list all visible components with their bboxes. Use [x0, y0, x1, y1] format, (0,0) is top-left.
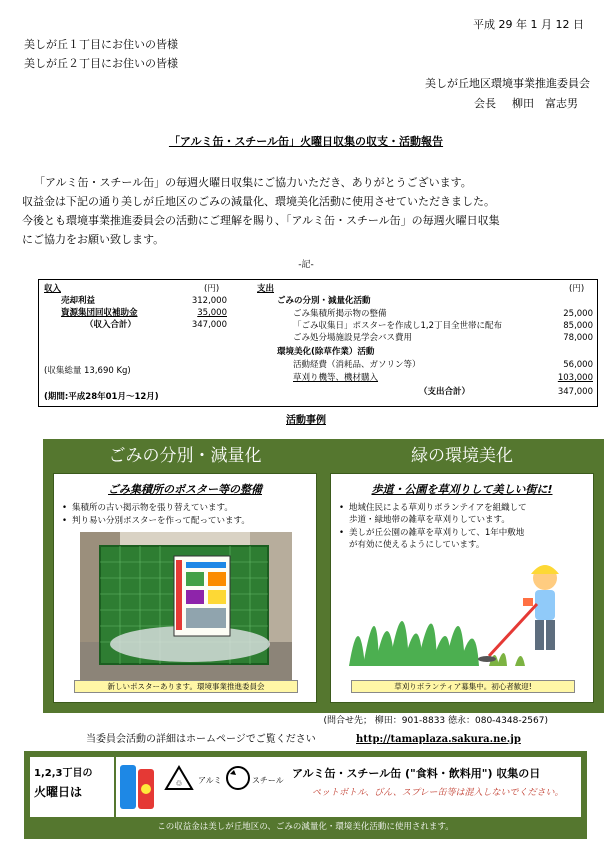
homepage-text: 当委員会活動の詳細はホームページでご覧ください — [86, 734, 316, 745]
body-line-3: 今後とも環境事業推進委員会の活動にご理解を賜り、「アルミ缶・スチール缶」の毎週火曜日収集 — [22, 214, 500, 227]
expense-item-value: 56,000 — [563, 360, 593, 370]
income-item-label: 売却利益 — [61, 296, 96, 306]
body-line-1: 「アルミ缶・スチール缶」の毎週火曜日収集にご協力いただき、ありがとうございます。 — [34, 176, 472, 189]
expense-total-label: （支出合計） — [419, 387, 471, 397]
sender-name: 柳田 富志男 — [512, 97, 578, 110]
ki-mark: -記- — [298, 260, 314, 270]
body-line-4: にご協力をお願い致します。 — [22, 233, 165, 246]
collection-cage-photo — [80, 532, 292, 680]
expense-item-label: ごみ処分場施設見学会バス費用 — [293, 333, 413, 343]
income-item-label: 資源集団回収補助金 — [61, 308, 138, 318]
expense-header: 支出 — [257, 284, 275, 294]
expense-item-value: 103,000 — [557, 373, 593, 383]
recipient-2: 美しが丘２丁目にお住いの皆様 — [24, 57, 178, 70]
banner-day-line2: 火曜日は — [34, 785, 83, 799]
body-line-2: 収益金は下記の通り美しが丘地区のごみの減量化、環境美化活動に使用させていただきました。 — [22, 195, 495, 208]
expense-item-value: 25,000 — [563, 309, 593, 319]
panel-title: 緑の環境美化 — [411, 446, 513, 466]
income-unit: (円) — [204, 284, 220, 294]
panel-content — [53, 473, 317, 703]
panel-heading: ごみ集積所のポスター等の整備 — [108, 483, 262, 496]
collection-day-banner — [24, 751, 587, 839]
panel-waste-reduction — [43, 439, 327, 713]
expense-item-value: 78,000 — [563, 333, 593, 343]
contact-info: (問合せ先； 柳田：901-8833 徳永：080-4348-2567) — [323, 716, 548, 726]
bullet-item: • 集積所の古い掲示物を張り替えています。 — [62, 503, 233, 513]
panel-title: ごみの分別・減量化 — [108, 446, 262, 466]
banner-subline: ペットボトル、びん、スプレー缶等は混入しないでください。 — [312, 788, 564, 798]
homepage-link[interactable]: http://tamaplaza.sakura.ne.jp — [356, 734, 521, 745]
panel-green-beautification — [320, 439, 604, 713]
activity-title: 活動事例 — [286, 415, 326, 426]
expense-item-label: 草刈り機等、機材購入 — [293, 373, 379, 383]
income-total-label: （収入合計） — [85, 320, 137, 330]
income-total-value: 347,000 — [191, 320, 227, 330]
expense-item-label: 活動経費（消耗品、ガソリン等） — [293, 360, 421, 370]
banner-day-line1: 1,2,3丁目の — [34, 768, 93, 779]
expense-item-label: ごみ集積所掲示物の整備 — [293, 309, 387, 319]
expense-group-1: ごみの分別・減量化活動 — [277, 296, 371, 306]
page-title: 「アルミ缶・スチール缶」火曜日収集の収支・活動報告 — [168, 135, 444, 148]
cans-icon — [118, 761, 158, 813]
bullet-item: • 判り易い分別ポスターを作って配っています。 — [62, 516, 250, 526]
income-item-value: 35,000 — [197, 308, 227, 318]
steel-recycle-icon — [224, 765, 252, 791]
finance-table — [38, 279, 598, 407]
expense-item-value: 85,000 — [563, 321, 593, 331]
caption-banner: 草刈りボランティア募集中。初心者歓迎! — [351, 680, 575, 693]
sender-role: 会長 — [474, 97, 496, 110]
svg-text:♲: ♲ — [175, 779, 183, 788]
steel-label: スチール — [252, 776, 284, 785]
expense-unit: (円) — [569, 284, 585, 294]
banner-day-box — [30, 757, 114, 817]
income-item-value: 312,000 — [191, 296, 227, 306]
grass-cutting-illustration — [339, 556, 587, 676]
bullet-item: • 地域住民による草刈りボランテイアを組織して — [339, 503, 527, 513]
recipient-1: 美しが丘１丁目にお住いの皆様 — [24, 38, 178, 51]
bullet-item-cont: 歩道・緑地帯の雑草を草刈りしています。 — [349, 515, 510, 525]
sender-org: 美しが丘地区環境事業推進委員会 — [425, 77, 590, 90]
expense-total-value: 347,000 — [557, 387, 593, 397]
aluminum-recycle-icon — [164, 765, 194, 791]
caption-banner: 新しいポスターあります。環境事業推進委員会 — [74, 680, 298, 693]
collection-volume: (収集総量 13,690 Kg) — [44, 366, 131, 376]
expense-group-2: 環境美化(除草作業）活動 — [277, 347, 375, 357]
alumi-label: アルミ — [198, 776, 222, 785]
panel-content — [330, 473, 594, 703]
date: 平成 29 年 1 月 12 日 — [473, 18, 584, 31]
expense-item-label: 「ごみ収集日」ポスターを作成し1,2丁目全世帯に配布 — [293, 321, 503, 331]
income-header: 収入 — [44, 284, 62, 294]
banner-headline: アルミ缶・スチール缶 ("食料・飲料用") 収集の日 — [292, 767, 541, 780]
panel-heading: 歩道・公園を草刈りして美しい街に! — [371, 483, 553, 496]
banner-footer: この収益金は美しが丘地区の、ごみの減量化・環境美化活動に使用されます。 — [157, 822, 454, 832]
period: (期間:平成28年01月～12月) — [44, 392, 159, 402]
bullet-item-cont: が有効に使えるようにしています。 — [349, 540, 485, 550]
bullet-item: • 美しが丘公園の雑草を草刈りして、1年中敷地 — [339, 528, 525, 538]
banner-main — [116, 757, 581, 817]
